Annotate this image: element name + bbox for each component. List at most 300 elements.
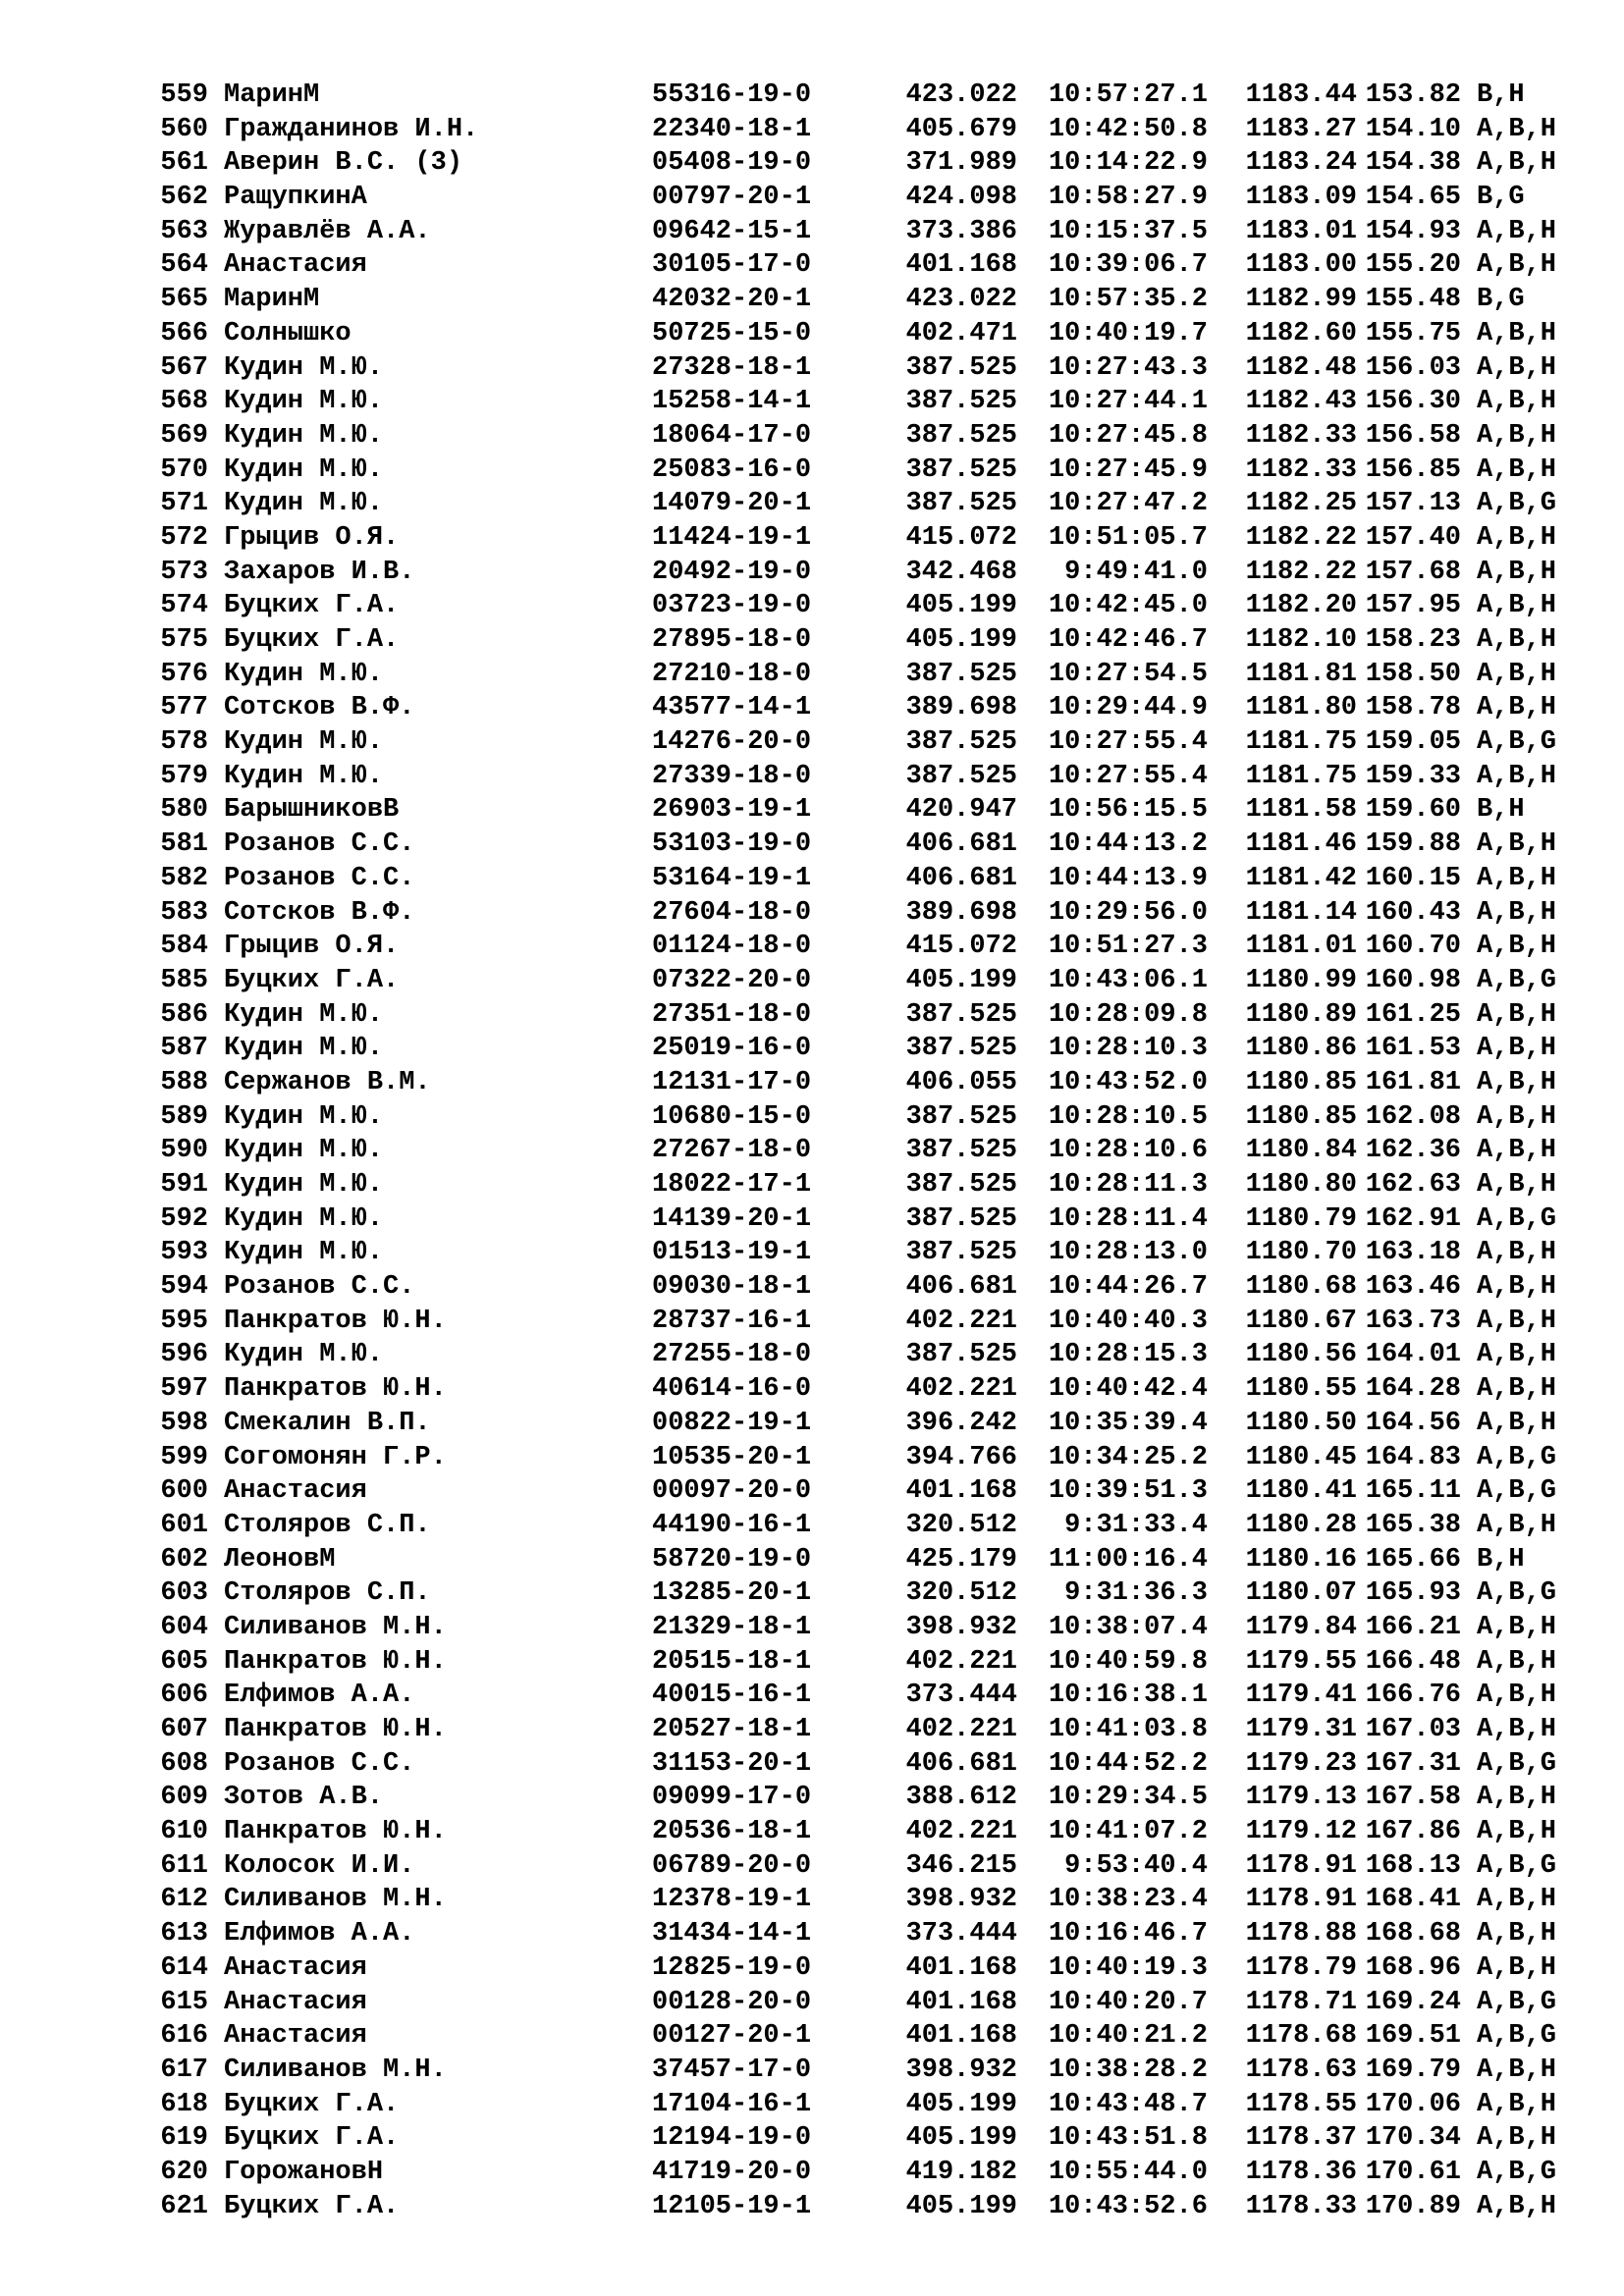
row-number: 604: [160, 1612, 208, 1642]
table-row: [145, 1576, 1608, 1611]
row-number: 560: [160, 114, 208, 144]
row-number: 617: [160, 2055, 208, 2085]
row-number: 607: [160, 1715, 208, 1744]
arrival-time: 10:40:19.7: [1048, 318, 1208, 348]
classification: A,B,H: [1477, 1170, 1557, 1200]
points: 166.21: [1365, 1612, 1461, 1642]
participant-name: Розанов С.С.: [224, 1272, 415, 1303]
row-number: 587: [160, 1034, 208, 1064]
points: 170.06: [1365, 2089, 1461, 2119]
table-row: [145, 2121, 1608, 2156]
ring-id: 31434-14-1: [652, 1919, 812, 1949]
points: 164.83: [1365, 1442, 1461, 1472]
speed: 1181.75: [1245, 727, 1357, 758]
points: 168.68: [1365, 1919, 1461, 1949]
points: 160.43: [1365, 897, 1461, 928]
arrival-time: 10:40:59.8: [1048, 1646, 1208, 1677]
ring-id: 00822-19-1: [652, 1408, 812, 1438]
row-number: 574: [160, 591, 208, 621]
row-number: 563: [160, 216, 208, 246]
classification: A,B,G: [1477, 1748, 1557, 1779]
classification: A,B,H: [1477, 2123, 1557, 2154]
speed: 1181.81: [1245, 659, 1357, 689]
participant-name: Грыцив О.Я.: [224, 522, 400, 553]
table-row: [145, 1100, 1608, 1135]
speed: 1181.75: [1245, 761, 1357, 791]
arrival-time: 9:49:41.0: [1064, 557, 1208, 587]
row-number: 601: [160, 1510, 208, 1540]
table-row: [145, 862, 1608, 896]
participant-name: Сотсков В.Ф.: [224, 693, 415, 723]
table-row: [145, 1407, 1608, 1441]
distance: 406.681: [905, 1272, 1017, 1303]
participant-name: БарышниковВ: [224, 795, 400, 826]
classification: A,B,H: [1477, 2089, 1557, 2119]
ring-id: 27267-18-0: [652, 1136, 812, 1166]
classification: A,B,H: [1477, 1034, 1557, 1064]
points: 161.81: [1365, 1067, 1461, 1097]
ring-id: 05408-19-0: [652, 148, 812, 179]
participant-name: Буцких Г.А.: [224, 965, 400, 995]
participant-name: Елфимов А.А.: [224, 1919, 415, 1949]
classification: A,B,H: [1477, 420, 1557, 451]
points: 166.76: [1365, 1681, 1461, 1711]
participant-name: ГорожановН: [224, 2157, 384, 2187]
arrival-time: 10:44:26.7: [1048, 1272, 1208, 1303]
classification: A,B,H: [1477, 1952, 1557, 1983]
table-row: [145, 1338, 1608, 1372]
ring-id: 27339-18-0: [652, 761, 812, 791]
distance: 320.512: [905, 1510, 1017, 1540]
speed: 1182.48: [1245, 352, 1357, 383]
distance: 402.221: [905, 1715, 1017, 1744]
classification: A,B,H: [1477, 1646, 1557, 1677]
ring-id: 31153-20-1: [652, 1748, 812, 1779]
row-number: 599: [160, 1442, 208, 1472]
table-row: [145, 113, 1608, 147]
arrival-time: 10:15:37.5: [1048, 216, 1208, 246]
distance: 394.766: [905, 1442, 1017, 1472]
participant-name: Анастасия: [224, 1987, 367, 2017]
classification: A,B,H: [1477, 1817, 1557, 1847]
ring-id: 25083-16-0: [652, 454, 812, 485]
participant-name: Розанов С.С.: [224, 1748, 415, 1779]
ring-id: 26903-19-1: [652, 795, 812, 826]
ring-id: 43577-14-1: [652, 693, 812, 723]
distance: 406.681: [905, 863, 1017, 893]
speed: 1180.86: [1245, 1034, 1357, 1064]
ring-id: 00127-20-1: [652, 2021, 812, 2052]
distance: 346.215: [905, 1850, 1017, 1881]
points: 164.56: [1365, 1408, 1461, 1438]
table-row: [145, 998, 1608, 1033]
table-row: [145, 317, 1608, 351]
row-number: 609: [160, 1783, 208, 1813]
arrival-time: 10:44:52.2: [1048, 1748, 1208, 1779]
participant-name: Елфимов А.А.: [224, 1681, 415, 1711]
ring-id: 00128-20-0: [652, 1987, 812, 2017]
row-number: 618: [160, 2089, 208, 2119]
ring-id: 07322-20-0: [652, 965, 812, 995]
distance: 424.098: [905, 183, 1017, 213]
classification: B,H: [1477, 80, 1525, 110]
distance: 405.199: [905, 965, 1017, 995]
ring-id: 17104-16-1: [652, 2089, 812, 2119]
speed: 1180.56: [1245, 1340, 1357, 1370]
speed: 1182.22: [1245, 522, 1357, 553]
ring-id: 14079-20-1: [652, 489, 812, 519]
arrival-time: 10:28:11.4: [1048, 1203, 1208, 1234]
classification: A,B,H: [1477, 932, 1557, 962]
ring-id: 13285-20-1: [652, 1578, 812, 1609]
ring-id: 27351-18-0: [652, 999, 812, 1030]
ring-id: 20527-18-1: [652, 1715, 812, 1744]
speed: 1178.37: [1245, 2123, 1357, 2154]
speed: 1180.28: [1245, 1510, 1357, 1540]
distance: 402.221: [905, 1646, 1017, 1677]
speed: 1183.00: [1245, 250, 1357, 281]
speed: 1182.43: [1245, 387, 1357, 417]
participant-name: Розанов С.С.: [224, 863, 415, 893]
classification: A,B,H: [1477, 1510, 1557, 1540]
distance: 406.681: [905, 1748, 1017, 1779]
classification: A,B,G: [1477, 1987, 1557, 2017]
arrival-time: 10:29:56.0: [1048, 897, 1208, 928]
speed: 1182.99: [1245, 285, 1357, 315]
classification: A,B,H: [1477, 2191, 1557, 2221]
table-row: [145, 1645, 1608, 1680]
distance: 387.525: [905, 999, 1017, 1030]
distance: 387.525: [905, 1034, 1017, 1064]
arrival-time: 10:43:52.0: [1048, 1067, 1208, 1097]
classification: A,B,H: [1477, 114, 1557, 144]
ring-id: 10535-20-1: [652, 1442, 812, 1472]
classification: A,B,H: [1477, 897, 1557, 928]
classification: A,B,G: [1477, 2157, 1557, 2187]
table-row: [145, 964, 1608, 998]
ring-id: 20515-18-1: [652, 1646, 812, 1677]
table-row: [145, 1168, 1608, 1202]
arrival-time: 10:43:06.1: [1048, 965, 1208, 995]
classification: B,G: [1477, 183, 1525, 213]
arrival-time: 9:31:33.4: [1064, 1510, 1208, 1540]
points: 168.13: [1365, 1850, 1461, 1881]
arrival-time: 10:38:23.4: [1048, 1885, 1208, 1915]
points: 159.05: [1365, 727, 1461, 758]
participant-name: Кудин М.Ю.: [224, 999, 384, 1030]
participant-name: Колосок И.И.: [224, 1850, 415, 1881]
speed: 1183.01: [1245, 216, 1357, 246]
speed: 1178.79: [1245, 1952, 1357, 1983]
ring-id: 18022-17-1: [652, 1170, 812, 1200]
ring-id: 12105-19-1: [652, 2191, 812, 2221]
table-row: [145, 1032, 1608, 1066]
speed: 1179.13: [1245, 1783, 1357, 1813]
ring-id: 22340-18-1: [652, 114, 812, 144]
distance: 401.168: [905, 1952, 1017, 1983]
distance: 425.179: [905, 1544, 1017, 1575]
points: 163.18: [1365, 1238, 1461, 1268]
table-row: [145, 1543, 1608, 1577]
arrival-time: 10:40:19.3: [1048, 1952, 1208, 1983]
row-number: 570: [160, 454, 208, 485]
participant-name: Сержанов В.М.: [224, 1067, 431, 1097]
table-row: [145, 1509, 1608, 1543]
table-row: [145, 725, 1608, 760]
distance: 371.989: [905, 148, 1017, 179]
speed: 1180.85: [1245, 1067, 1357, 1097]
ring-id: 27255-18-0: [652, 1340, 812, 1370]
row-number: 621: [160, 2191, 208, 2221]
row-number: 619: [160, 2123, 208, 2154]
distance: 401.168: [905, 1987, 1017, 2017]
row-number: 564: [160, 250, 208, 281]
classification: A,B,H: [1477, 1783, 1557, 1813]
ring-id: 28737-16-1: [652, 1306, 812, 1336]
table-row: [145, 2088, 1608, 2122]
speed: 1182.25: [1245, 489, 1357, 519]
points: 169.51: [1365, 2021, 1461, 2052]
table-row: [145, 1236, 1608, 1270]
row-number: 559: [160, 80, 208, 110]
table-row: [145, 215, 1608, 249]
distance: 387.525: [905, 454, 1017, 485]
arrival-time: 10:40:42.4: [1048, 1374, 1208, 1405]
distance: 387.525: [905, 1136, 1017, 1166]
classification: A,B,G: [1477, 1578, 1557, 1609]
participant-name: Силиванов М.Н.: [224, 2055, 447, 2085]
participant-name: Кудин М.Ю.: [224, 387, 384, 417]
points: 165.11: [1365, 1476, 1461, 1507]
points: 169.24: [1365, 1987, 1461, 2017]
arrival-time: 10:28:11.3: [1048, 1170, 1208, 1200]
distance: 373.386: [905, 216, 1017, 246]
ring-id: 12825-19-0: [652, 1952, 812, 1983]
speed: 1180.89: [1245, 999, 1357, 1030]
ring-id: 21329-18-1: [652, 1612, 812, 1642]
row-number: 585: [160, 965, 208, 995]
ring-id: 00097-20-0: [652, 1476, 812, 1507]
points: 170.61: [1365, 2157, 1461, 2187]
participant-name: Кудин М.Ю.: [224, 1034, 384, 1064]
speed: 1180.41: [1245, 1476, 1357, 1507]
speed: 1178.88: [1245, 1919, 1357, 1949]
speed: 1181.80: [1245, 693, 1357, 723]
table-row: [145, 1917, 1608, 1951]
participant-name: Столяров С.П.: [224, 1510, 431, 1540]
points: 168.96: [1365, 1952, 1461, 1983]
row-number: 568: [160, 387, 208, 417]
ring-id: 15258-14-1: [652, 387, 812, 417]
participant-name: Кудин М.Ю.: [224, 1340, 384, 1370]
table-row: [145, 2190, 1608, 2224]
table-row: [145, 556, 1608, 590]
speed: 1182.22: [1245, 557, 1357, 587]
table-row: [145, 1781, 1608, 1815]
arrival-time: 10:40:21.2: [1048, 2021, 1208, 2052]
points: 154.10: [1365, 114, 1461, 144]
distance: 419.182: [905, 2157, 1017, 2187]
points: 155.75: [1365, 318, 1461, 348]
points: 163.46: [1365, 1272, 1461, 1303]
row-number: 583: [160, 897, 208, 928]
row-number: 578: [160, 727, 208, 758]
points: 166.48: [1365, 1646, 1461, 1677]
speed: 1181.58: [1245, 795, 1357, 826]
row-number: 577: [160, 693, 208, 723]
classification: A,B,H: [1477, 829, 1557, 860]
speed: 1178.36: [1245, 2157, 1357, 2187]
arrival-time: 10:40:20.7: [1048, 1987, 1208, 2017]
results-list: [145, 79, 1608, 2223]
speed: 1178.55: [1245, 2089, 1357, 2119]
arrival-time: 10:41:07.2: [1048, 1817, 1208, 1847]
arrival-time: 10:35:39.4: [1048, 1408, 1208, 1438]
distance: 387.525: [905, 1170, 1017, 1200]
participant-name: Буцких Г.А.: [224, 2123, 400, 2154]
arrival-time: 9:31:36.3: [1064, 1578, 1208, 1609]
classification: A,B,G: [1477, 1850, 1557, 1881]
table-row: [145, 1611, 1608, 1645]
distance: 398.932: [905, 2055, 1017, 2085]
table-row: [145, 896, 1608, 931]
arrival-time: 10:43:51.8: [1048, 2123, 1208, 2154]
participant-name: Журавлёв А.А.: [224, 216, 431, 246]
table-row: [145, 623, 1608, 658]
speed: 1181.42: [1245, 863, 1357, 893]
classification: A,B,H: [1477, 1272, 1557, 1303]
ring-id: 12194-19-0: [652, 2123, 812, 2154]
participant-name: Кудин М.Ю.: [224, 420, 384, 451]
speed: 1180.85: [1245, 1101, 1357, 1132]
table-row: [145, 2054, 1608, 2088]
arrival-time: 10:43:48.7: [1048, 2089, 1208, 2119]
participant-name: Панкратов Ю.Н.: [224, 1374, 447, 1405]
speed: 1182.20: [1245, 591, 1357, 621]
classification: A,B,H: [1477, 761, 1557, 791]
speed: 1180.45: [1245, 1442, 1357, 1472]
distance: 402.221: [905, 1306, 1017, 1336]
speed: 1179.55: [1245, 1646, 1357, 1677]
classification: A,B,H: [1477, 352, 1557, 383]
table-row: [145, 828, 1608, 862]
classification: A,B,H: [1477, 1374, 1557, 1405]
participant-name: Грыцив О.Я.: [224, 932, 400, 962]
distance: 405.679: [905, 114, 1017, 144]
table-row: [145, 419, 1608, 454]
ring-id: 55316-19-0: [652, 80, 812, 110]
table-row: [145, 351, 1608, 386]
table-row: [145, 1747, 1608, 1782]
arrival-time: 10:41:03.8: [1048, 1715, 1208, 1744]
classification: A,B,H: [1477, 1101, 1557, 1132]
arrival-time: 10:27:45.8: [1048, 420, 1208, 451]
participant-name: МаринМ: [224, 285, 320, 315]
points: 164.01: [1365, 1340, 1461, 1370]
points: 155.48: [1365, 285, 1461, 315]
ring-id: 20536-18-1: [652, 1817, 812, 1847]
arrival-time: 10:51:05.7: [1048, 522, 1208, 553]
points: 156.58: [1365, 420, 1461, 451]
row-number: 573: [160, 557, 208, 587]
ring-id: 11424-19-1: [652, 522, 812, 553]
classification: A,B,H: [1477, 1408, 1557, 1438]
arrival-time: 10:40:40.3: [1048, 1306, 1208, 1336]
ring-id: 40614-16-0: [652, 1374, 812, 1405]
points: 167.58: [1365, 1783, 1461, 1813]
distance: 406.681: [905, 829, 1017, 860]
participant-name: Кудин М.Ю.: [224, 352, 384, 383]
ring-id: 27210-18-0: [652, 659, 812, 689]
speed: 1180.07: [1245, 1578, 1357, 1609]
table-row: [145, 146, 1608, 181]
arrival-time: 10:44:13.9: [1048, 863, 1208, 893]
distance: 405.199: [905, 2089, 1017, 2119]
points: 162.36: [1365, 1136, 1461, 1166]
row-number: 616: [160, 2021, 208, 2052]
table-row: [145, 1305, 1608, 1339]
table-row: [145, 385, 1608, 419]
ring-id: 10680-15-0: [652, 1101, 812, 1132]
participant-name: Согомонян Г.Р.: [224, 1442, 447, 1472]
participant-name: Кудин М.Ю.: [224, 1238, 384, 1268]
classification: A,B,H: [1477, 591, 1557, 621]
row-number: 589: [160, 1101, 208, 1132]
row-number: 596: [160, 1340, 208, 1370]
points: 170.34: [1365, 2123, 1461, 2154]
points: 165.38: [1365, 1510, 1461, 1540]
arrival-time: 10:56:15.5: [1048, 795, 1208, 826]
distance: 387.525: [905, 1238, 1017, 1268]
arrival-time: 10:27:55.4: [1048, 761, 1208, 791]
row-number: 572: [160, 522, 208, 553]
classification: B,H: [1477, 795, 1525, 826]
distance: 405.199: [905, 2123, 1017, 2154]
row-number: 598: [160, 1408, 208, 1438]
distance: 387.525: [905, 352, 1017, 383]
table-row: [145, 1713, 1608, 1747]
ring-id: 53103-19-0: [652, 829, 812, 860]
arrival-time: 10:44:13.2: [1048, 829, 1208, 860]
table-row: [145, 248, 1608, 283]
table-row: [145, 1679, 1608, 1713]
distance: 387.525: [905, 727, 1017, 758]
classification: A,B,H: [1477, 1340, 1557, 1370]
points: 168.41: [1365, 1885, 1461, 1915]
speed: 1182.33: [1245, 420, 1357, 451]
points: 163.73: [1365, 1306, 1461, 1336]
row-number: 590: [160, 1136, 208, 1166]
distance: 401.168: [905, 1476, 1017, 1507]
distance: 388.612: [905, 1783, 1017, 1813]
row-number: 610: [160, 1817, 208, 1847]
participant-name: Анастасия: [224, 2021, 367, 2052]
distance: 423.022: [905, 80, 1017, 110]
distance: 389.698: [905, 897, 1017, 928]
participant-name: МаринМ: [224, 80, 320, 110]
ring-id: 27604-18-0: [652, 897, 812, 928]
participant-name: Кудин М.Ю.: [224, 1203, 384, 1234]
arrival-time: 10:42:46.7: [1048, 625, 1208, 655]
arrival-time: 10:14:22.9: [1048, 148, 1208, 179]
classification: A,B,H: [1477, 1919, 1557, 1949]
classification: A,B,H: [1477, 148, 1557, 179]
table-row: [145, 1202, 1608, 1237]
points: 161.25: [1365, 999, 1461, 1030]
arrival-time: 10:29:44.9: [1048, 693, 1208, 723]
arrival-time: 10:39:51.3: [1048, 1476, 1208, 1507]
row-number: 588: [160, 1067, 208, 1097]
